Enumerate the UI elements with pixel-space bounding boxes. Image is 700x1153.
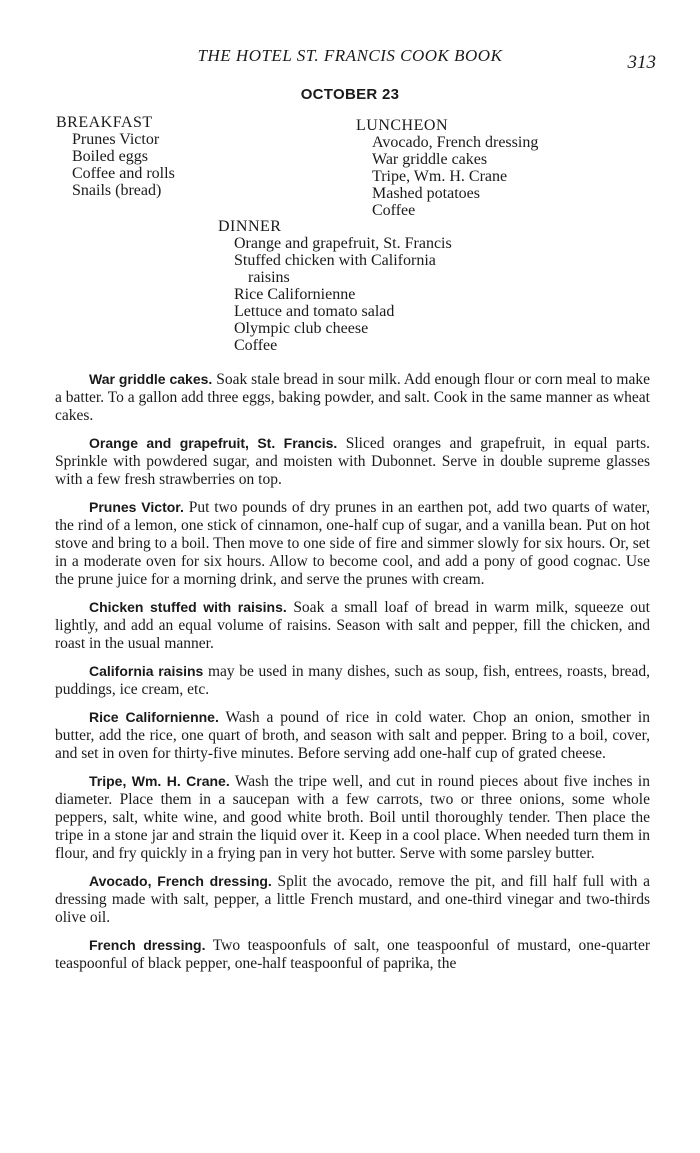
menu-item [234, 252, 452, 286]
dinner-title: DINNER [218, 218, 282, 235]
menu-item [234, 320, 452, 337]
menu-item [234, 286, 452, 303]
dinner-menu [218, 218, 452, 354]
dinner-items [218, 235, 452, 354]
menu-item: Prunes Victor [72, 131, 160, 148]
breakfast-title: BREAKFAST [56, 114, 153, 131]
recipe-title: Orange and grapefruit, St. Francis. [89, 435, 338, 451]
recipe-title: War griddle cakes. [89, 371, 213, 387]
recipe-title: California raisins [89, 663, 204, 679]
recipe-paragraph [55, 772, 650, 863]
menu-item: War griddle cakes [372, 151, 488, 168]
breakfast-menu [56, 114, 175, 199]
recipe-paragraph [55, 662, 650, 699]
menu-date-heading: OCTOBER 23 [300, 86, 400, 103]
menu-item [234, 337, 452, 354]
menu-item-text: Lettuce and tomato salad [234, 303, 395, 320]
recipe-body: Put two pounds of dry prunes in an earthen pot, add two quarts of water, the rind of a lemon, one stick of cinnamon, one-half cup of sugar, and a vanilla bean. Put on hot stove and bring to a boil. Then move to one side of fire and simmer slowly for six hours. Or, set in a moderate oven for six hours. Allow to become cool, and add a pony of good cognac. Use the prune juice for a morning drink, and serve the prunes with cream. [55, 499, 650, 588]
recipe-body: Two teaspoonfuls of salt, one teaspoonful of mustard, one-quarter teaspoonful of black pepper, one-half teaspoonful of paprika, the [55, 937, 650, 972]
menu-item: Tripe, Wm. H. Crane [372, 168, 508, 185]
menu-item: Mashed potatoes [372, 185, 480, 202]
recipe-body: may be used in many dishes, such as soup, fish, entrees, roasts, bread, puddings, ice cream, etc. [55, 663, 651, 698]
luncheon-items [356, 134, 538, 219]
recipe-body: Split the avocado, remove the pit, and fill half full with a dressing made with salt, pepper, a little French mustard, and one-third vinegar and two-thirds olive oil. [55, 873, 650, 926]
menu-item: Boiled eggs [72, 148, 148, 165]
recipe-paragraph [55, 708, 650, 763]
recipe-title: Chicken stuffed with raisins. [89, 599, 287, 615]
menu-item: Avocado, French dressing [372, 134, 539, 151]
recipe-body: Wash a pound of rice in cold water. Chop an onion, smother in butter, add the rice, one quart of broth, and season with salt and pepper. Bring to a boil, cover, and set in oven for thirty-five minutes. Before serving add one-half cup of grated cheese. [55, 709, 650, 762]
menu-item-text: Orange and grapefruit, St. Francis [234, 235, 452, 252]
recipe-title: Rice Californienne. [89, 709, 219, 725]
recipe-body: Sliced oranges and grapefruit, in equal parts. Sprinkle with powdered sugar, and moisten with Dubonnet. Serve in double supreme glasses with a few fresh strawberries on top. [55, 435, 650, 488]
menu-item [234, 303, 452, 320]
recipe-paragraph [55, 498, 650, 589]
recipe-paragraph [55, 598, 650, 653]
recipe-paragraph [55, 872, 650, 927]
recipe-body: Wash the tripe well, and cut in round pieces about five inches in diameter. Place them in a saucepan with a few carrots, two or three onions, some whole peppers, salt, white wine, and good white broth. Boil until thoroughly tender. Then place the tripe in a stone jar and strain the liquid over it. Keep in a cool place. When needed turn them in flour, and fry quickly in a frying pan in very hot butter. Serve with some parsley butter. [55, 773, 650, 862]
luncheon-title: LUNCHEON [356, 117, 448, 134]
recipe-title: Avocado, French dressing. [89, 873, 272, 889]
recipe-title: Tripe, Wm. H. Crane. [89, 773, 230, 789]
menu-item-text: Rice Californienne [234, 286, 356, 303]
menu-item: Snails (bread) [72, 182, 162, 199]
menu-item: Coffee and rolls [72, 165, 175, 182]
recipe-paragraph [55, 936, 650, 973]
menu-item-text: Olympic club cheese [234, 320, 369, 337]
menu-item-continuation: raisins [248, 269, 290, 286]
recipe-body: Soak stale bread in sour milk. Add enough flour or corn meal to make a batter. To a gallon add three eggs, baking powder, and salt. Cook in the same manner as wheat cakes. [55, 371, 650, 424]
recipe-paragraph [55, 370, 650, 425]
menu-item [234, 235, 452, 252]
luncheon-menu [356, 117, 538, 219]
menu-item-text: Stuffed chicken with California [234, 252, 436, 269]
page-number: 313 [627, 52, 656, 73]
recipe-body: Soak a small loaf of bread in warm milk, squeeze out lightly, and add an equal volume of raisins. Season with salt and pepper, fill the chicken, and roast in the usual manner. [55, 599, 650, 652]
recipe-paragraph [55, 434, 650, 489]
menu-item: Coffee [372, 202, 416, 219]
recipe-title: Prunes Victor. [89, 499, 184, 515]
breakfast-items [56, 131, 175, 199]
menu-item-text: Coffee [234, 337, 278, 354]
running-title: THE HOTEL ST. FRANCIS COOK BOOK [197, 46, 503, 65]
recipe-title: French dressing. [89, 937, 206, 953]
recipe-list [55, 370, 650, 973]
